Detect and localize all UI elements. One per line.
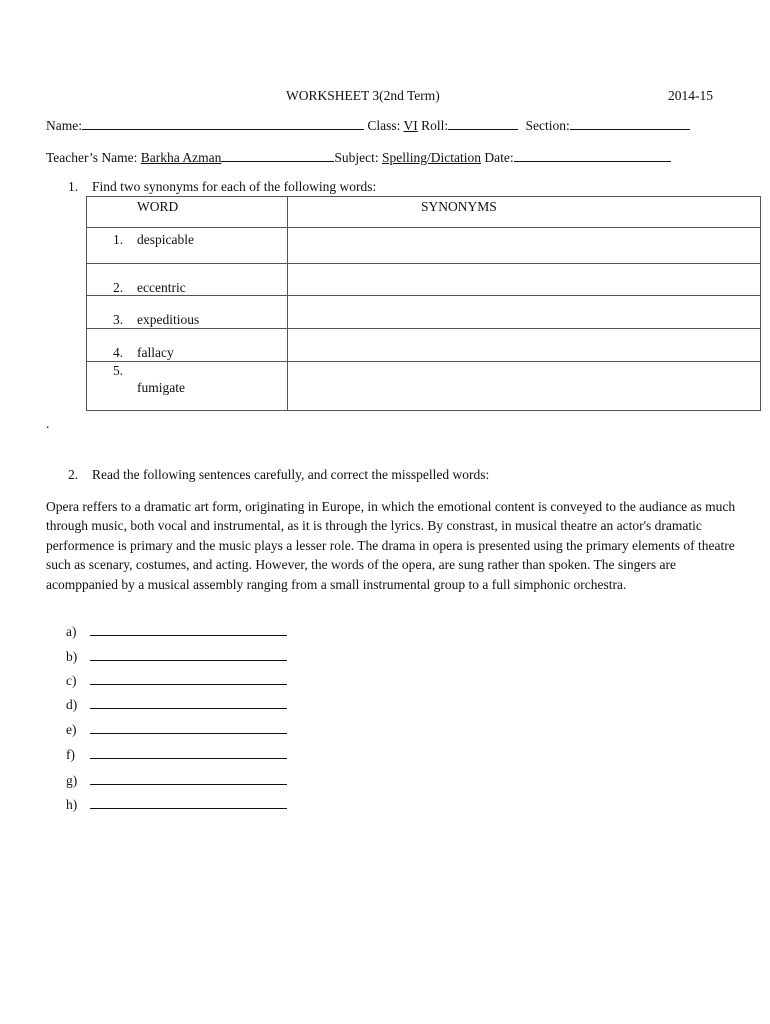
word-column-header: WORD <box>87 197 288 228</box>
q1-text: Find two synonyms for each of the following words: <box>92 179 377 194</box>
academic-year: 2014-15 <box>668 88 713 103</box>
synonym-answer-cell[interactable] <box>288 329 761 362</box>
row-number: 1. <box>113 232 124 247</box>
answer-blank[interactable] <box>90 771 287 785</box>
misspelled-paragraph: Opera reffers to a dramatic art form, originating in Europe, in which the emotional content is conveyed to the audiance as much through music, both vocal and instrumental, as it is through the lyrics. By constrast, in musical theatre an actor's dramatic performence is primary and the music plays a lesser role. The drama in opera is presented using the primary elements of theatre such as scenary, costumes, and acting. However, the words of the opera, are sung rather than spoken. The singers are acomppanied by a musical assembly ranging from a small instrumental group to a full simphonic orchestra. <box>46 499 736 592</box>
answer-label: f) <box>66 747 75 762</box>
roll-blank[interactable] <box>448 117 518 130</box>
table-header-row <box>87 197 761 228</box>
synonyms-table <box>86 196 761 411</box>
table-row <box>87 329 761 362</box>
subject-label: Subject: <box>334 150 382 165</box>
word-cell <box>87 296 288 329</box>
section-blank[interactable] <box>570 117 690 130</box>
synonym-answer-cell[interactable] <box>288 296 761 329</box>
word-text: fumigate <box>137 380 185 395</box>
synonyms-column-header: SYNONYMS <box>288 197 761 228</box>
table-row <box>87 296 761 329</box>
info-line-2 <box>46 149 671 166</box>
answer-label: a) <box>66 624 77 639</box>
answer-blank[interactable] <box>90 671 287 685</box>
name-blank[interactable] <box>82 117 364 130</box>
synonym-answer-cell[interactable] <box>288 362 761 411</box>
date-blank[interactable] <box>514 149 671 162</box>
word-cell <box>87 228 288 264</box>
answer-blank[interactable] <box>90 647 287 661</box>
info-line-1 <box>46 117 690 134</box>
answer-label: e) <box>66 722 77 737</box>
teacher-value: Barkha Azman <box>140 150 222 165</box>
word-cell <box>87 329 288 362</box>
answer-blank[interactable] <box>90 795 287 809</box>
answer-line-d[interactable] <box>66 695 287 713</box>
word-text: fallacy <box>137 345 174 360</box>
answer-blank[interactable] <box>90 695 287 709</box>
answer-line-g[interactable] <box>66 771 287 789</box>
answer-label: d) <box>66 697 78 712</box>
row-number: 2. <box>113 280 124 295</box>
word-text: eccentric <box>137 280 186 295</box>
class-value: VI <box>403 118 418 133</box>
word-text: despicable <box>137 232 194 247</box>
answer-label: h) <box>66 797 78 812</box>
row-number: 3. <box>113 312 124 327</box>
answer-label: b) <box>66 649 78 664</box>
word-text: expeditious <box>137 312 200 327</box>
answer-line-f[interactable] <box>66 745 287 763</box>
table-row <box>87 362 761 411</box>
worksheet-title: WORKSHEET 3(2nd Term) <box>286 88 440 103</box>
answer-blank[interactable] <box>90 622 287 636</box>
q1-number: 1. <box>68 179 79 194</box>
answer-blank[interactable] <box>90 720 287 734</box>
synonym-answer-cell[interactable] <box>288 264 761 296</box>
word-cell <box>87 264 288 296</box>
stray-dot: . <box>46 416 50 431</box>
answer-line-c[interactable] <box>66 671 287 689</box>
row-number: 4. <box>113 345 124 360</box>
q2-number: 2. <box>68 467 79 482</box>
answer-blank[interactable] <box>90 745 287 759</box>
answer-line-h[interactable] <box>66 795 287 813</box>
subject-value: Spelling/Dictation <box>382 150 481 165</box>
q2-text: Read the following sentences carefully, and correct the misspelled words: <box>92 467 490 482</box>
table-row <box>87 264 761 296</box>
teacher-blank <box>221 149 334 162</box>
section-label: Section: <box>525 118 570 133</box>
row-number: 5. <box>113 363 124 378</box>
class-label: Class: <box>367 118 404 133</box>
synonym-answer-cell[interactable] <box>288 228 761 264</box>
answer-line-a[interactable] <box>66 622 287 640</box>
roll-label: Roll: <box>417 118 449 133</box>
answer-label: c) <box>66 673 77 688</box>
teacher-label: Teacher’s Name: <box>46 150 141 165</box>
name-label: Name: <box>46 118 82 133</box>
table-row <box>87 228 761 264</box>
answer-line-e[interactable] <box>66 720 287 738</box>
answer-label: g) <box>66 773 78 788</box>
word-cell <box>87 362 288 411</box>
date-label: Date: <box>481 150 514 165</box>
answer-line-b[interactable] <box>66 647 287 665</box>
